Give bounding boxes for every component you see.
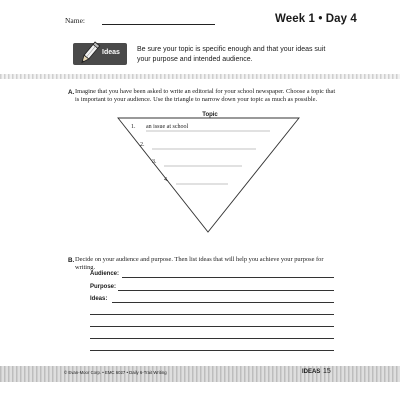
section-b-letter: B. — [68, 257, 75, 264]
ideas-label: Ideas: — [90, 296, 108, 302]
footer-trait: IDEAS — [302, 369, 321, 375]
section-b-instructions: Decide on your audience and purpose. Then list ideas that will help you achieve your purpose for writing. — [75, 256, 324, 272]
purpose-line[interactable] — [118, 290, 334, 291]
footer-copyright: © Evan-Moor Corp. • EMC 6027 • Daily 6-Trait Writing — [64, 370, 167, 375]
tip-text: Be sure your topic is specific enough and that your ideas suit your purpose and intended audience. — [137, 46, 326, 63]
audience-label: Audience: — [90, 271, 120, 277]
triangle-line-3-number: 3. — [152, 159, 157, 165]
ideas-line-1[interactable] — [112, 302, 334, 303]
name-label: Name: — [65, 16, 85, 25]
ideas-line-5[interactable] — [90, 350, 334, 351]
triangle-line-2-number: 2. — [140, 142, 145, 148]
page-title: Week 1 • Day 4 — [275, 13, 357, 25]
triangle-line-1-number: 1. — [131, 124, 136, 130]
purpose-label: Purpose: — [90, 284, 117, 290]
triangle-line-1-text[interactable]: an issue at school — [146, 124, 189, 130]
ideas-line-2[interactable] — [90, 314, 334, 315]
section-a-instructions: Imagine that you have been asked to write an editorial for your school newspaper. Choose a topic that is important to your audience. Use the triangle to narrow down your topic as much as possible. — [75, 88, 336, 104]
footer-band — [0, 366, 400, 382]
triangle-title: Topic — [202, 112, 218, 118]
ideas-line-3[interactable] — [90, 326, 334, 327]
ideas-badge-label: Ideas — [102, 49, 120, 56]
ideas-line-4[interactable] — [90, 338, 334, 339]
triangle-line-4-number: 4. — [164, 177, 169, 183]
section-a-letter: A. — [68, 89, 75, 96]
audience-line[interactable] — [122, 277, 334, 278]
page-number: 15 — [323, 368, 331, 375]
